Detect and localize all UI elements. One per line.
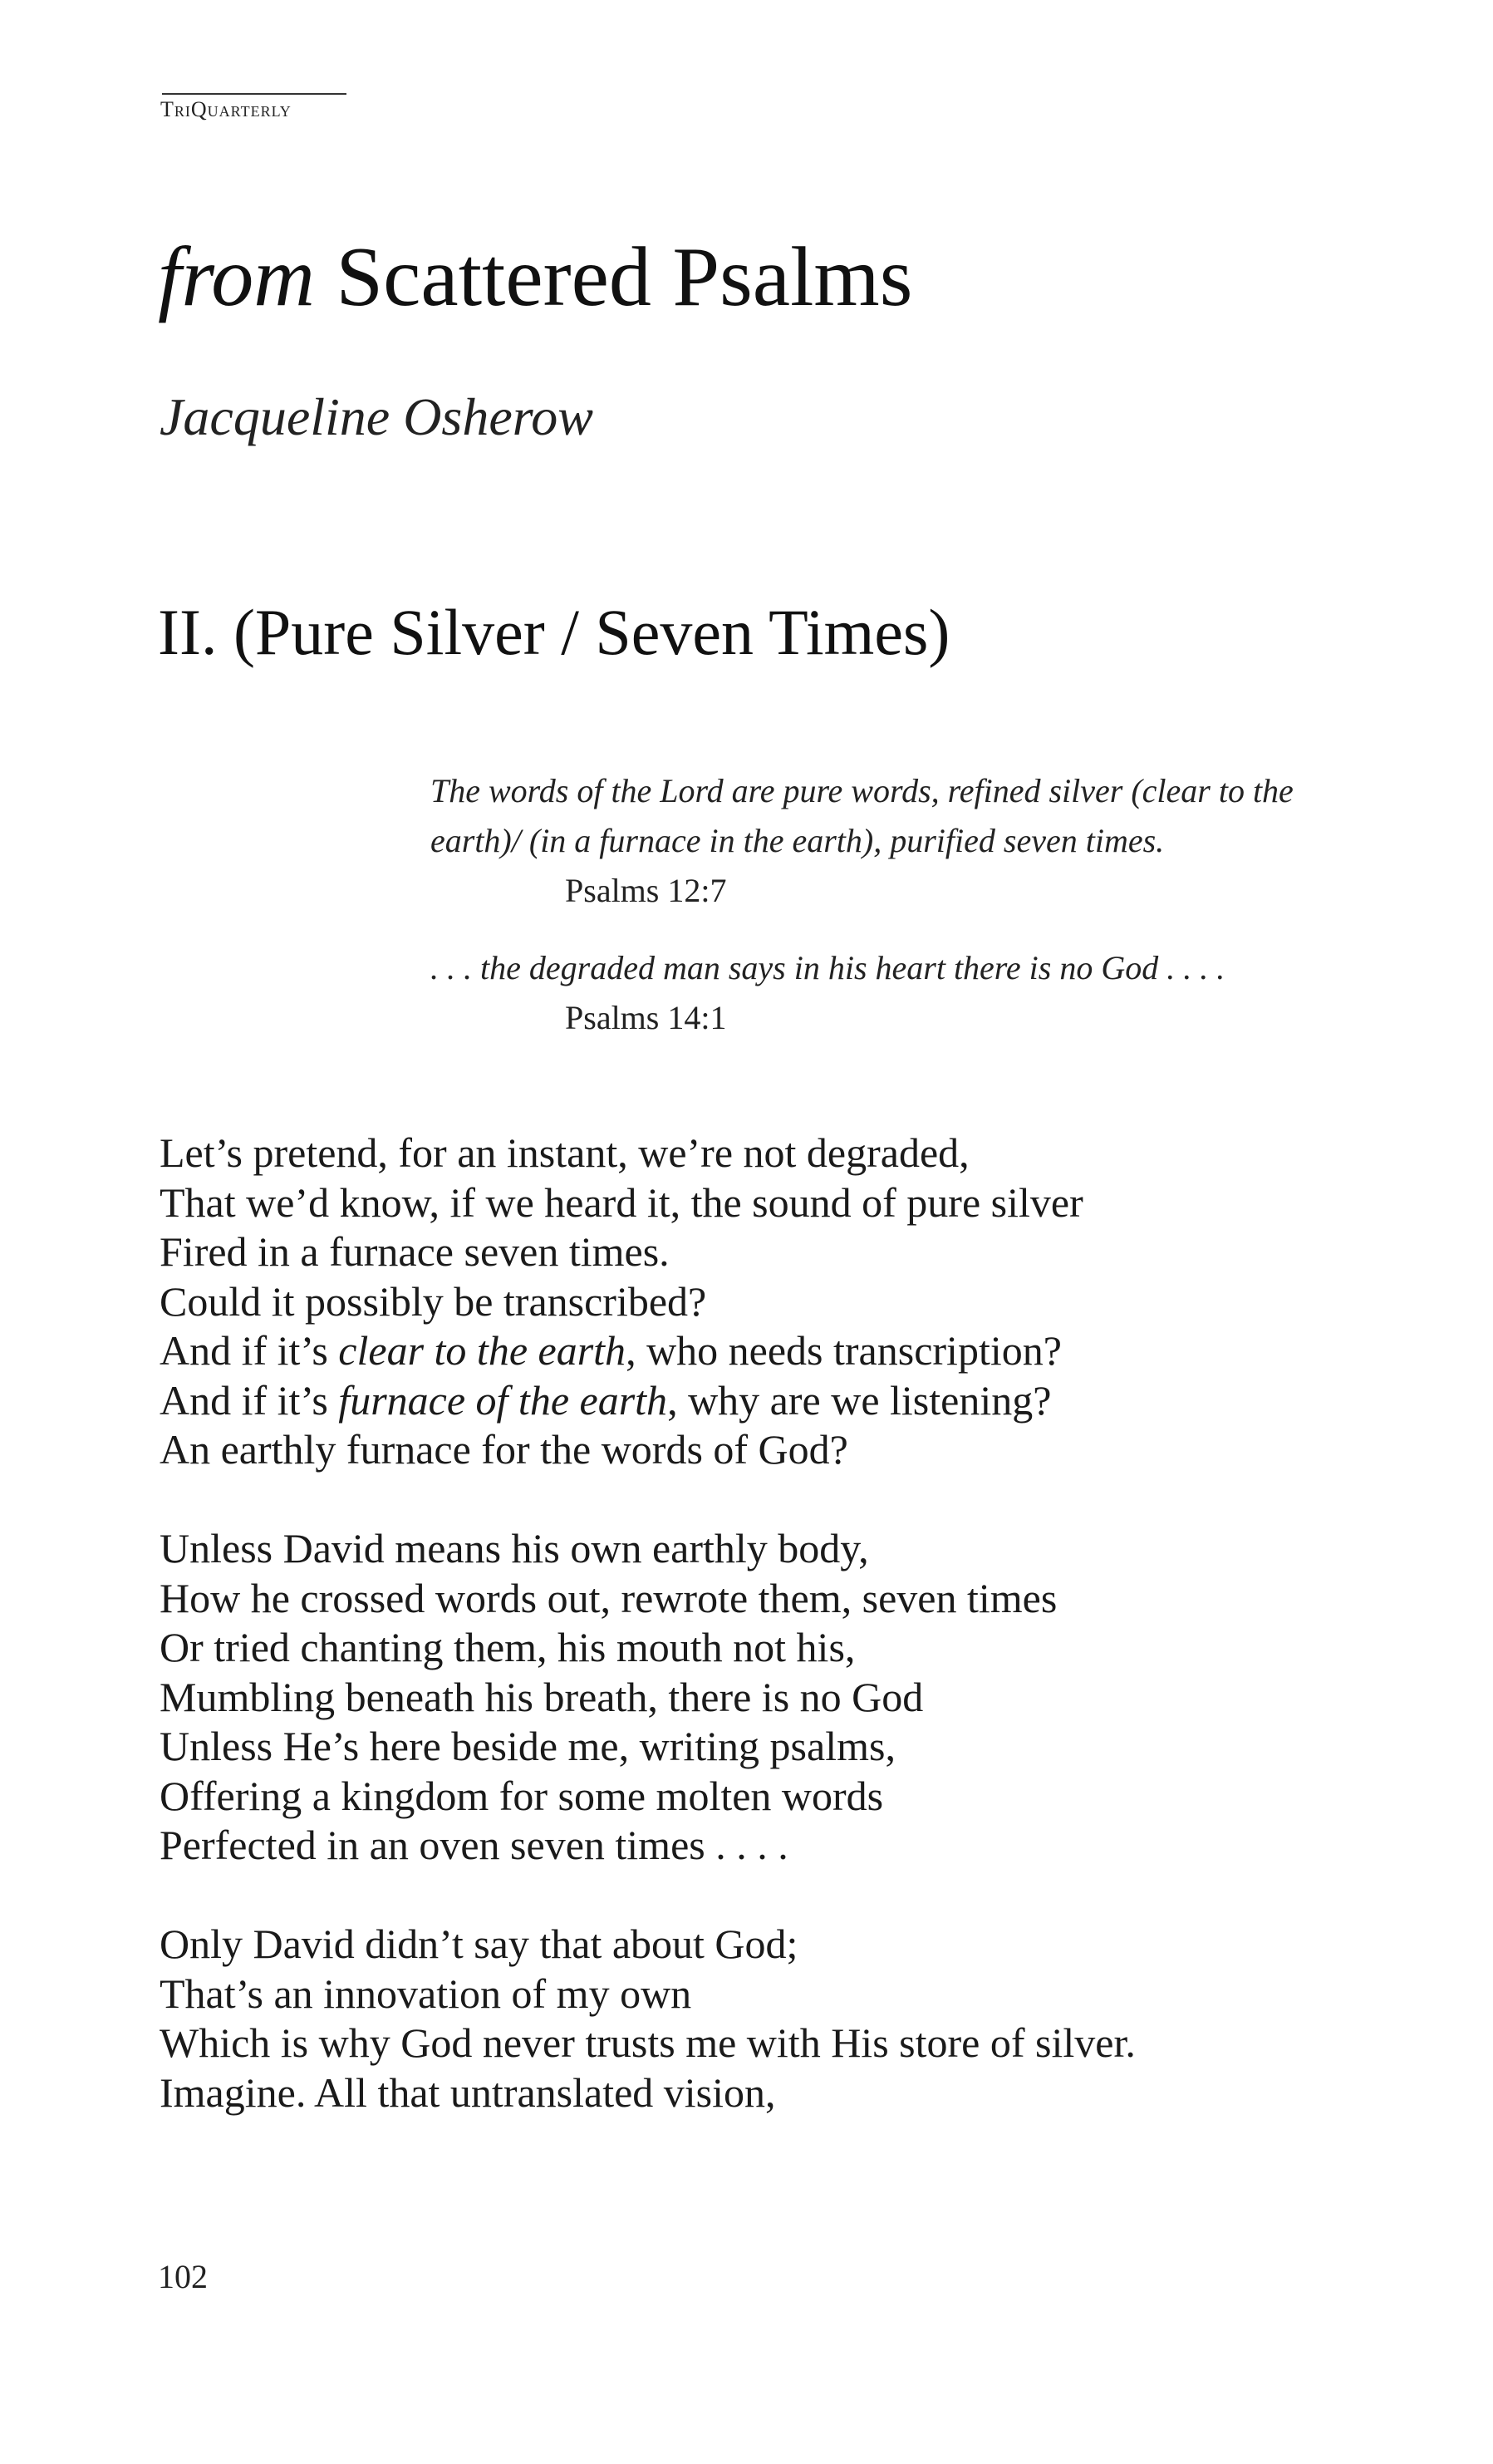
line-text: Mumbling beneath his breath, there is no God xyxy=(160,1673,924,1720)
line-text: , why are we listening? xyxy=(667,1376,1052,1424)
section-heading: II. (Pure Silver / Seven Times) xyxy=(158,596,950,668)
line-emphasis: clear to the earth xyxy=(338,1327,626,1374)
running-head-rule xyxy=(162,93,346,95)
poem-line xyxy=(160,1623,1364,1673)
epigraph-citation: Psalms 14:1 xyxy=(565,999,727,1036)
epigraph-line: The words of the Lord are pure words, refined silver (clear to the xyxy=(430,772,1294,809)
line-text: And if it’s xyxy=(160,1327,339,1374)
page-number: 102 xyxy=(158,2258,208,2295)
line-text: Which is why God never trusts me with His store of silver. xyxy=(160,2019,1136,2066)
poem-line xyxy=(160,1920,1364,1970)
epigraph-line: earth)/ (in a furnace in the earth), purified seven times. xyxy=(430,822,1165,859)
poem-line xyxy=(160,2019,1364,2068)
poem-body xyxy=(160,1129,1364,2167)
line-text: , who needs transcription? xyxy=(626,1327,1062,1374)
epigraph xyxy=(430,766,1361,916)
line-text: Unless David means his own earthly body, xyxy=(160,1525,869,1571)
poem-line xyxy=(160,1970,1364,2019)
line-text: Let’s pretend, for an instant, we’re not degraded, xyxy=(160,1129,970,1176)
poem-line xyxy=(160,1227,1364,1277)
epigraph-line: . . . the degraded man says in his heart there is no God . . . . xyxy=(430,949,1225,986)
poem-line xyxy=(160,1425,1364,1475)
poem-line xyxy=(160,2068,1364,2118)
poem-line xyxy=(160,1129,1364,1178)
line-text: Or tried chanting them, his mouth not his, xyxy=(160,1624,856,1670)
poem-line xyxy=(160,1376,1364,1426)
poem-line xyxy=(160,1178,1364,1228)
line-text: That we’d know, if we heard it, the sound of pure silver xyxy=(160,1178,1083,1226)
stanza xyxy=(160,1524,1364,1871)
line-text: Only David didn’t say that about God; xyxy=(160,1921,798,1967)
poem-line xyxy=(160,1574,1364,1624)
line-text: Perfected in an oven seven times . . . . xyxy=(160,1822,788,1868)
poem-line xyxy=(160,1326,1364,1376)
line-emphasis: furnace of the earth xyxy=(338,1376,668,1424)
epigraph-citation: Psalms 12:7 xyxy=(565,872,727,909)
stanza xyxy=(160,1129,1364,1475)
poem-title xyxy=(158,230,913,324)
line-text: Could it possibly be transcribed? xyxy=(160,1277,707,1325)
stanza xyxy=(160,1920,1364,2117)
line-text: Fired in a furnace seven times. xyxy=(160,1228,670,1275)
line-text: Imagine. All that untranslated vision, xyxy=(160,2068,776,2116)
poem-line xyxy=(160,1821,1364,1871)
line-text: How he crossed words out, rewrote them, seven times xyxy=(160,1574,1058,1621)
poem-line xyxy=(160,1673,1364,1723)
poem-line xyxy=(160,1772,1364,1822)
line-text: That’s an innovation of my own xyxy=(160,1970,692,2017)
line-text: An earthly furnace for the words of God? xyxy=(160,1426,848,1473)
author-name: Jacqueline Osherow xyxy=(160,387,593,446)
line-text: And if it’s xyxy=(160,1376,339,1424)
poem-line xyxy=(160,1524,1364,1574)
title-prefix: from xyxy=(158,230,315,324)
epigraph xyxy=(430,943,1361,1043)
title-main: Scattered Psalms xyxy=(314,230,913,324)
poem-line xyxy=(160,1722,1364,1772)
line-text: Unless He’s here beside me, writing psalms, xyxy=(160,1723,896,1769)
running-head: TriQuarterly xyxy=(160,97,292,121)
poem-line xyxy=(160,1277,1364,1327)
line-text: Offering a kingdom for some molten words xyxy=(160,1772,884,1819)
